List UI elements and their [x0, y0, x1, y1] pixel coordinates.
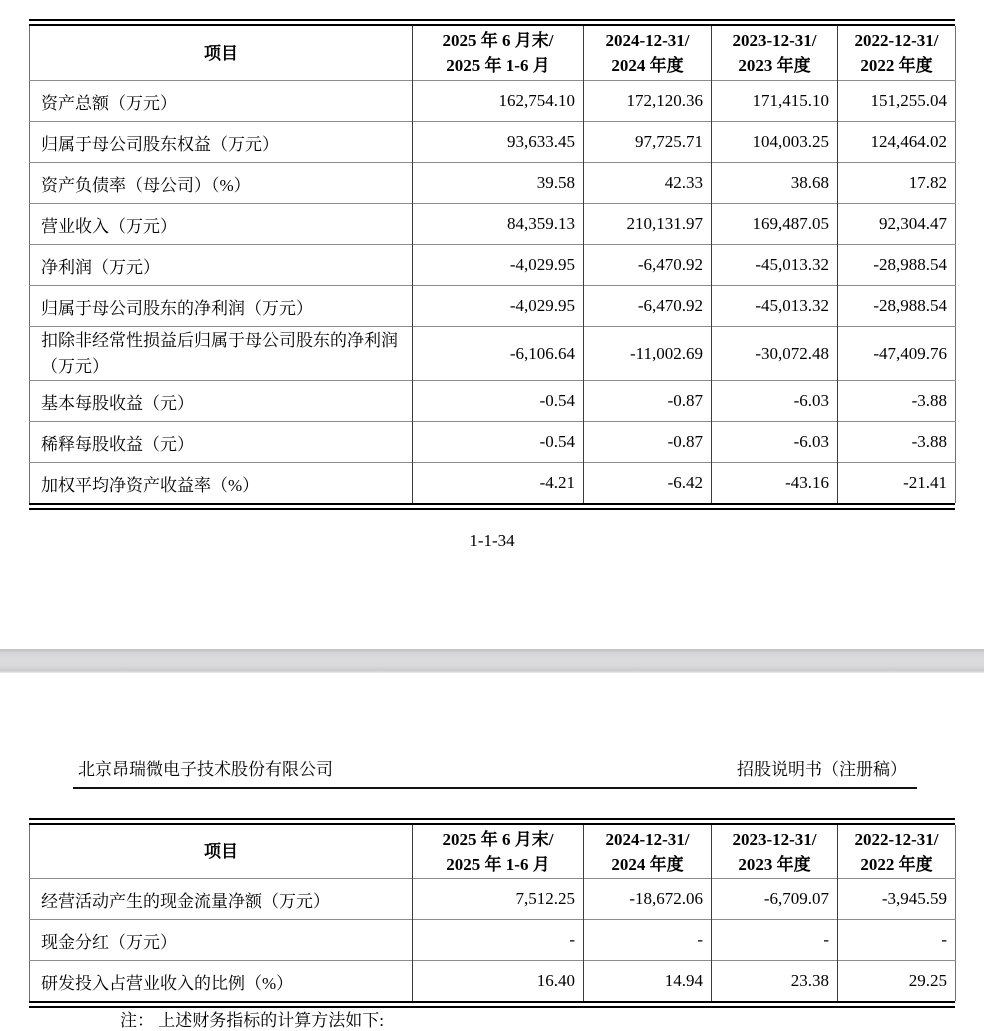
value-cell: 104,003.25 — [712, 122, 838, 163]
value-cell: -3.88 — [838, 381, 956, 422]
row-label-cell: 加权平均净资产收益率（%） — [30, 463, 413, 504]
financial-summary-table — [29, 19, 955, 510]
value-cell: -6,470.92 — [584, 245, 712, 286]
period-column-header: 2022-12-31/ 2022 年度 — [838, 825, 956, 879]
value-cell: - — [712, 920, 838, 961]
table-row — [30, 381, 956, 422]
table-row — [30, 327, 956, 381]
table-row — [30, 204, 956, 245]
page-number: 1-1-34 — [469, 531, 515, 550]
value-cell: -21.41 — [838, 463, 956, 504]
period-column-header: 2024-12-31/ 2024 年度 — [584, 26, 712, 81]
value-cell: -47,409.76 — [838, 327, 956, 381]
value-cell: -28,988.54 — [838, 286, 956, 327]
value-cell: -3.88 — [838, 422, 956, 463]
row-label-cell: 净利润（万元） — [30, 245, 413, 286]
value-cell: 14.94 — [584, 961, 712, 1002]
value-cell: 162,754.10 — [413, 81, 584, 122]
row-label-cell: 资产总额（万元） — [30, 81, 413, 122]
item-column-header: 项目 — [204, 842, 238, 861]
value-cell: 124,464.02 — [838, 122, 956, 163]
value-cell: -6.42 — [584, 463, 712, 504]
value-cell: -0.87 — [584, 422, 712, 463]
value-cell: 97,725.71 — [584, 122, 712, 163]
value-cell: -0.87 — [584, 381, 712, 422]
value-cell: - — [413, 920, 584, 961]
value-cell: -45,013.32 — [712, 245, 838, 286]
doc-title: 招股说明书（注册稿） — [737, 760, 907, 779]
period-column-header: 2022-12-31/ 2022 年度 — [838, 26, 956, 81]
row-label-cell: 资产负债率（母公司）（%） — [30, 163, 413, 204]
value-cell: -6,470.92 — [584, 286, 712, 327]
value-cell: 7,512.25 — [413, 879, 584, 920]
period-column-header: 2025 年 6 月末/ 2025 年 1-6 月 — [413, 825, 584, 879]
value-cell: -0.54 — [413, 381, 584, 422]
value-cell: 169,487.05 — [712, 204, 838, 245]
table-row — [30, 81, 956, 122]
value-cell: 84,359.13 — [413, 204, 584, 245]
value-cell: -4,029.95 — [413, 245, 584, 286]
value-cell: -45,013.32 — [712, 286, 838, 327]
value-cell: 29.25 — [838, 961, 956, 1002]
row-label-cell: 归属于母公司股东权益（万元） — [30, 122, 413, 163]
value-cell: 17.82 — [838, 163, 956, 204]
value-cell: -28,988.54 — [838, 245, 956, 286]
value-cell: 151,255.04 — [838, 81, 956, 122]
table-row — [30, 245, 956, 286]
value-cell: 172,120.36 — [584, 81, 712, 122]
table-row — [30, 463, 956, 504]
company-name: 北京昂瑞微电子技术股份有限公司 — [78, 760, 333, 779]
table-row — [30, 961, 956, 1002]
value-cell: -6,106.64 — [413, 327, 584, 381]
value-cell: 23.38 — [712, 961, 838, 1002]
value-cell: 38.68 — [712, 163, 838, 204]
row-label-cell: 经营活动产生的现金流量净额（万元） — [30, 879, 413, 920]
table-row — [30, 422, 956, 463]
period-column-header: 2024-12-31/ 2024 年度 — [584, 825, 712, 879]
row-label-cell: 基本每股收益（元） — [30, 381, 413, 422]
table-row — [30, 920, 956, 961]
value-cell: - — [838, 920, 956, 961]
row-label-cell: 营业收入（万元） — [30, 204, 413, 245]
value-cell: 93,633.45 — [413, 122, 584, 163]
table-header-row — [30, 825, 956, 879]
row-label-cell: 稀释每股收益（元） — [30, 422, 413, 463]
value-cell: -6.03 — [712, 422, 838, 463]
item-column-header: 项目 — [204, 43, 238, 63]
table-row — [30, 879, 956, 920]
value-cell: -6.03 — [712, 381, 838, 422]
value-cell: -30,072.48 — [712, 327, 838, 381]
value-cell: -4.21 — [413, 463, 584, 504]
value-cell: -18,672.06 — [584, 879, 712, 920]
value-cell: -43.16 — [712, 463, 838, 504]
value-cell: 210,131.97 — [584, 204, 712, 245]
period-column-header: 2023-12-31/ 2023 年度 — [712, 825, 838, 879]
value-cell: 171,415.10 — [712, 81, 838, 122]
value-cell: 39.58 — [413, 163, 584, 204]
row-label-cell: 研发投入占营业收入的比例（%） — [30, 961, 413, 1002]
value-cell: -0.54 — [413, 422, 584, 463]
table-row — [30, 122, 956, 163]
value-cell: 42.33 — [584, 163, 712, 204]
value-cell: -4,029.95 — [413, 286, 584, 327]
value-cell: 92,304.47 — [838, 204, 956, 245]
value-cell: -3,945.59 — [838, 879, 956, 920]
row-label-cell: 归属于母公司股东的净利润（万元） — [30, 286, 413, 327]
table-top-double-border — [29, 818, 955, 825]
value-cell: -6,709.07 — [712, 879, 838, 920]
value-cell: - — [584, 920, 712, 961]
table-row — [30, 163, 956, 204]
running-header — [73, 755, 917, 789]
table-row — [30, 286, 956, 327]
value-cell: 16.40 — [413, 961, 584, 1002]
row-label-cell: 扣除非经常性损益后归属于母公司股东的净利润（万元） — [30, 327, 413, 381]
cash-flow-table — [29, 818, 955, 1008]
table-header-row — [30, 26, 956, 81]
page-separator — [0, 649, 984, 673]
table-top-double-border — [29, 19, 955, 26]
period-column-header: 2025 年 6 月末/ 2025 年 1-6 月 — [413, 26, 584, 81]
period-column-header: 2023-12-31/ 2023 年度 — [712, 26, 838, 81]
row-label-cell: 现金分红（万元） — [30, 920, 413, 961]
footnote-text: 注： 上述财务指标的计算方法如下: — [120, 1011, 384, 1030]
value-cell: -11,002.69 — [584, 327, 712, 381]
table-bottom-double-border — [29, 503, 955, 510]
